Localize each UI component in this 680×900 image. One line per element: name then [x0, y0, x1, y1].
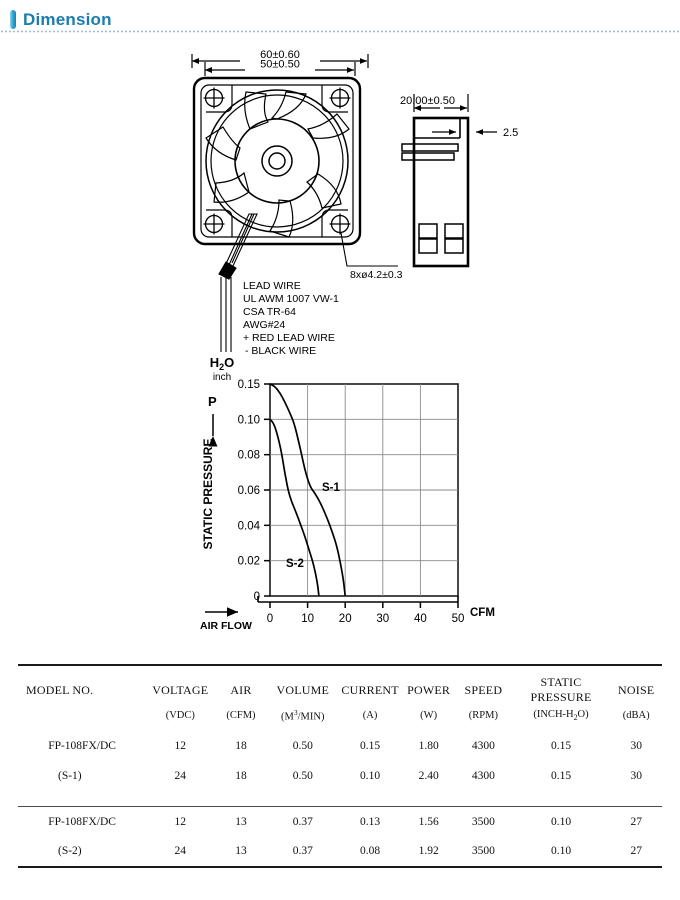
chart-y-tick-label: 0.10: [237, 414, 260, 427]
col-header-noise: NOISE: [618, 682, 655, 697]
header-divider: [0, 30, 680, 33]
cell-voltage: 12: [174, 739, 187, 752]
table-group-spacer: [18, 791, 662, 807]
cell-noise: 30: [630, 739, 642, 752]
cell-power: 1.56: [418, 815, 439, 828]
cell-air: 18: [235, 739, 247, 752]
performance-chart: [0, 344, 680, 664]
chart-y-tick-label: 0.08: [237, 449, 260, 462]
col-header-current: CURRENT: [341, 682, 399, 697]
accent-bar-icon: [10, 10, 16, 29]
cell-air: 18: [235, 769, 247, 782]
chart-x-tick-label: 30: [376, 613, 390, 625]
chart-x-tick-label: 20: [338, 613, 352, 625]
svg-text:- BLACK WIRE: - BLACK WIRE: [245, 345, 317, 357]
table-row: [18, 761, 662, 791]
cell-air: 13: [235, 845, 247, 857]
dim-outer-label: 60±0.60: [260, 49, 300, 61]
chart-x-tick-label: 50: [451, 613, 465, 625]
chart-x-tick-label: 40: [414, 613, 427, 625]
table-header-row-units: [18, 705, 662, 731]
col-unit-noise: (dBA): [622, 709, 650, 721]
dimension-drawing: [0, 34, 680, 357]
col-header-speed: SPEED: [464, 682, 503, 697]
cell-model: FP-108FX/DC: [48, 815, 116, 828]
col-unit-volume: $(M^3/MIN)$: [281, 708, 325, 723]
col-header-volume: VOLUME: [276, 682, 330, 697]
dim-side-width-label: 20.00±0.50: [400, 95, 455, 107]
col-header-power: POWER: [407, 682, 451, 697]
cell-current: 0.15: [360, 739, 381, 752]
col-unit-speed: (RPM): [468, 709, 498, 721]
cell-model: FP-108FX/DC: [48, 739, 116, 752]
col-unit-power: (W): [420, 709, 438, 721]
cell-pressure: 0.10: [550, 815, 572, 828]
table-bottom-rule: [18, 867, 662, 869]
cell-power: 1.80: [418, 739, 439, 752]
table-header-row-main: [18, 665, 662, 705]
table-row: [18, 807, 662, 837]
chart-y-label: STATIC PRESSURE: [201, 438, 215, 550]
table-row: [18, 731, 662, 761]
cell-air: 13: [235, 815, 247, 828]
cell-power: 1.92: [418, 845, 439, 857]
cell-voltage: 12: [174, 815, 187, 828]
page-title: Dimension: [23, 9, 112, 29]
cell-pressure: 0.15: [550, 739, 572, 752]
svg-text:UL AWM 1007 VW-1: UL AWM 1007 VW-1: [243, 293, 339, 305]
cell-volume: 0.37: [292, 845, 313, 857]
dim-thickness-label: 2.5: [503, 127, 519, 139]
cell-voltage: 24: [174, 769, 187, 782]
cell-voltage: 24: [174, 845, 187, 857]
cell-noise: 30: [630, 769, 642, 782]
chart-x-unit: CFM: [470, 607, 495, 619]
table-body: [18, 731, 662, 869]
col-header-model: MODEL NO.: [26, 682, 94, 697]
col-unit-model: [18, 705, 146, 731]
chart-y-tick-label: 0: [253, 591, 260, 603]
svg-text:CSA TR-64: CSA TR-64: [243, 306, 296, 318]
specification-table-zone: [0, 664, 680, 869]
svg-text:LEAD WIRE: LEAD WIRE: [243, 280, 301, 292]
cell-power: 2.40: [418, 769, 439, 782]
cell-speed: 3500: [471, 845, 495, 857]
cell-current: 0.10: [360, 769, 381, 782]
chart-y-tick-label: 0.04: [237, 520, 260, 533]
chart-unit-top: $H_2O$: [209, 355, 235, 372]
cell-variant: (S-2): [58, 845, 82, 857]
cell-speed: 4300: [471, 739, 495, 752]
cell-current: 0.08: [360, 845, 381, 857]
cell-volume: 0.50: [292, 769, 313, 782]
chart-x-tick-label: 0: [266, 613, 274, 625]
svg-text:AWG#24: AWG#24: [243, 319, 286, 331]
chart-y-ticks: [238, 379, 270, 603]
chart-series-label: S-2: [286, 558, 304, 570]
svg-text:+ RED LEAD WIRE: + RED LEAD WIRE: [243, 332, 335, 344]
chart-y-tick-label: 0.15: [237, 379, 260, 391]
hole-note-label: 8xø4.2±0.3: [350, 269, 403, 281]
chart-series-labels: [286, 482, 341, 570]
cell-volume: 0.37: [292, 815, 313, 828]
specification-table: [18, 664, 662, 869]
cell-volume: 0.50: [292, 739, 313, 752]
col-unit-voltage: (VDC): [165, 709, 195, 721]
chart-x-axis: [258, 596, 464, 625]
chart-p-symbol: P: [208, 394, 217, 409]
col-unit-static-pressure: $(INCH-H_2O)$: [533, 708, 589, 722]
chart-x-label: AIR FLOW: [200, 620, 252, 632]
col-header-voltage: VOLTAGE: [152, 682, 209, 697]
section-header: [0, 0, 680, 34]
table-row: [18, 837, 662, 867]
col-unit-current: (A): [362, 709, 378, 721]
chart-series-label: S-1: [322, 482, 340, 494]
chart-y-tick-label: 0.06: [237, 485, 260, 497]
cell-pressure: 0.15: [550, 769, 572, 782]
cell-speed: 4300: [471, 769, 495, 782]
cell-variant: (S-1): [58, 769, 82, 782]
cell-noise: 27: [630, 845, 642, 857]
col-unit-air: (CFM): [226, 709, 256, 721]
col-header-static-pressure: STATIC PRESSURE: [530, 675, 592, 704]
chart-unit-sub: inch: [212, 372, 232, 383]
chart-y-tick-label: 0.02: [237, 555, 260, 568]
cell-pressure: 0.10: [550, 845, 572, 857]
cell-speed: 3500: [471, 815, 495, 828]
chart-x-tick-label: 10: [301, 613, 314, 625]
cell-current: 0.13: [360, 815, 381, 828]
cell-noise: 27: [630, 815, 642, 828]
col-header-air: AIR: [230, 682, 252, 697]
dim-inner-label: 50±0.50: [260, 58, 300, 71]
